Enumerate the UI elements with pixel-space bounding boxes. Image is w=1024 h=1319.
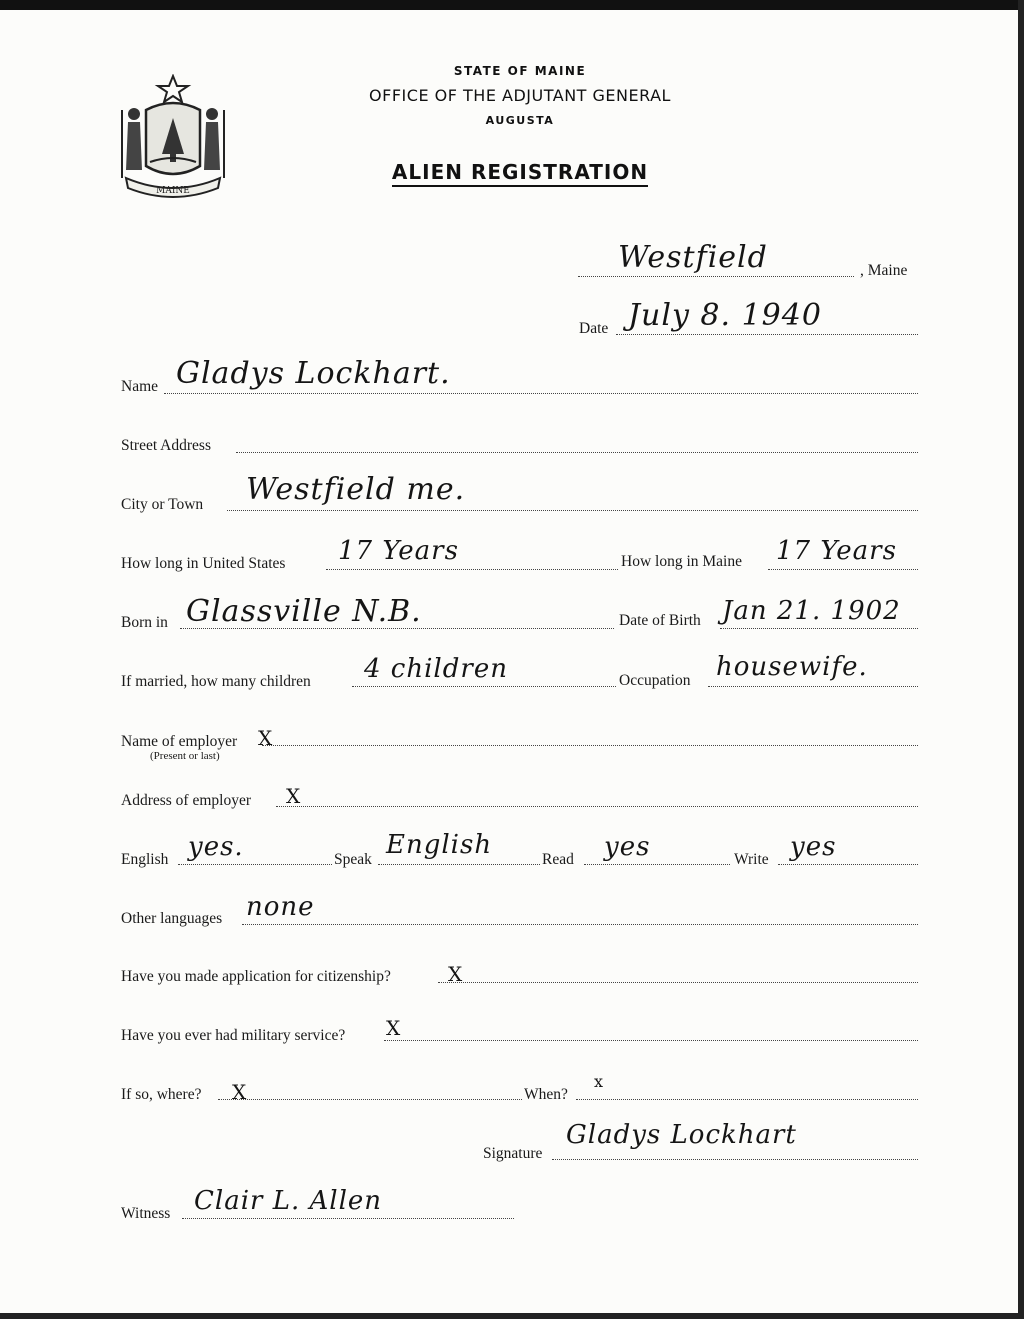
read-line xyxy=(584,864,730,865)
date-line xyxy=(616,334,918,335)
children-value: 4 children xyxy=(364,654,508,684)
years-maine-value: 17 Years xyxy=(776,536,897,566)
employer-sublabel: (Present or last) xyxy=(150,750,220,762)
employer-label: Name of employer xyxy=(121,733,238,750)
write-label: Write xyxy=(734,851,769,868)
city-label: City or Town xyxy=(121,496,204,513)
employer-address-line xyxy=(276,806,918,807)
occupation-value: housewife. xyxy=(716,652,868,682)
street-label: Street Address xyxy=(121,437,211,454)
scan-edge-top xyxy=(0,0,1024,10)
header-city: AUGUSTA xyxy=(485,114,555,127)
where-value: X xyxy=(232,1080,248,1104)
citizenship-label: Have you made application for citizenship? xyxy=(121,968,391,985)
children-line xyxy=(352,686,616,687)
other-languages-line xyxy=(242,924,918,925)
born-label: Born in xyxy=(121,614,168,631)
military-label: Have you ever had military service? xyxy=(121,1027,346,1044)
citizenship-value: X xyxy=(448,962,464,986)
write-value: yes xyxy=(790,832,837,862)
employer-address-value: X xyxy=(286,784,302,808)
name-value: Gladys Lockhart. xyxy=(176,356,451,391)
signature-label: Signature xyxy=(483,1145,543,1162)
other-languages-label: Other languages xyxy=(121,910,223,927)
dob-line xyxy=(720,628,918,629)
svg-text:MAINE: MAINE xyxy=(156,186,190,196)
when-label: When? xyxy=(524,1086,568,1103)
children-label: If married, how many children xyxy=(121,673,311,690)
town-suffix-label: , Maine xyxy=(860,262,908,279)
years-us-line xyxy=(326,569,618,570)
citizenship-line xyxy=(438,982,918,983)
form-title: ALIEN REGISTRATION xyxy=(0,160,1024,184)
where-line xyxy=(218,1099,522,1100)
military-value: X xyxy=(386,1016,402,1040)
scan-edge-right xyxy=(1018,0,1024,1319)
town-line xyxy=(578,276,854,277)
write-line xyxy=(778,864,918,865)
dob-value: Jan 21. 1902 xyxy=(722,596,901,626)
when-line xyxy=(576,1099,918,1100)
when-value: x xyxy=(594,1072,605,1091)
other-languages-value: none xyxy=(246,892,315,922)
signature-value: Gladys Lockhart xyxy=(566,1120,797,1150)
date-value: July 8. 1940 xyxy=(628,298,822,333)
speak-label: Speak xyxy=(334,851,372,868)
name-line xyxy=(164,393,918,394)
witness-line xyxy=(182,1218,514,1219)
name-label: Name xyxy=(121,378,159,395)
english-label: English xyxy=(121,851,169,868)
street-line xyxy=(236,452,918,453)
military-line xyxy=(384,1040,918,1041)
employer-value: X xyxy=(258,726,274,750)
witness-value: Clair L. Allen xyxy=(194,1186,383,1216)
years-us-value: 17 Years xyxy=(338,536,459,566)
years-maine-label: How long in Maine xyxy=(621,553,742,570)
witness-label: Witness xyxy=(121,1205,171,1222)
speak-line xyxy=(378,864,540,865)
born-value: Glassville N.B. xyxy=(186,594,422,629)
where-label: If so, where? xyxy=(121,1086,202,1103)
english-line xyxy=(178,864,332,865)
scan-edge-bottom xyxy=(0,1313,1024,1319)
english-value: yes. xyxy=(188,832,244,862)
speak-value: English xyxy=(386,830,493,860)
read-label: Read xyxy=(542,851,574,868)
years-us-label: How long in United States xyxy=(121,555,286,572)
employer-line xyxy=(262,745,918,746)
town-value: Westfield xyxy=(618,240,768,275)
header-state: STATE OF MAINE xyxy=(453,64,587,78)
occupation-label: Occupation xyxy=(619,672,691,689)
city-line xyxy=(227,510,918,511)
employer-address-label: Address of employer xyxy=(121,792,251,809)
date-label: Date xyxy=(579,320,609,337)
years-maine-line xyxy=(768,569,918,570)
signature-line xyxy=(552,1159,918,1160)
read-value: yes xyxy=(604,832,651,862)
city-value: Westfield me. xyxy=(246,472,466,507)
header-office: OFFICE OF THE ADJUTANT GENERAL xyxy=(369,86,671,105)
dob-label: Date of Birth xyxy=(619,612,701,629)
occupation-line xyxy=(708,686,918,687)
